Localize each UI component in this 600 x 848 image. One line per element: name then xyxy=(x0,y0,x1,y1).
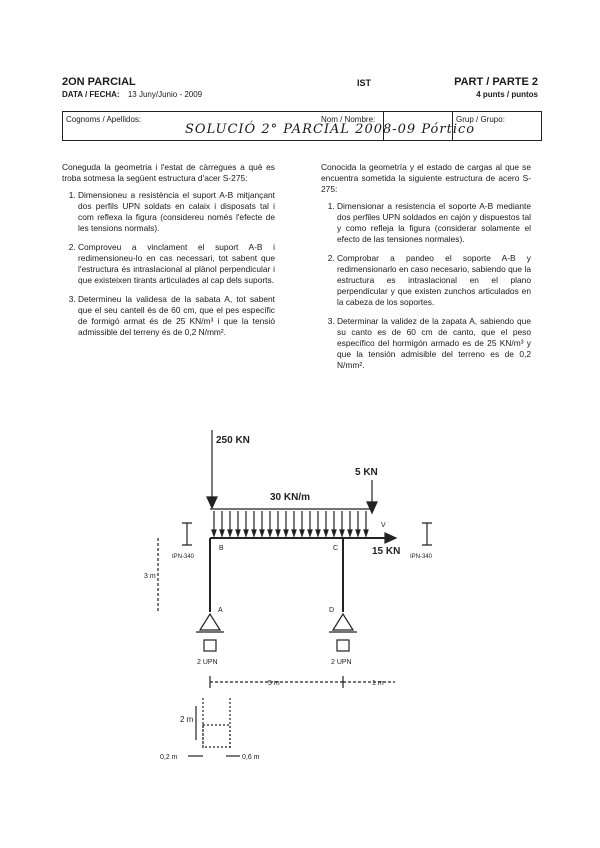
upn-right-section xyxy=(337,640,349,651)
udl-arrowhead xyxy=(364,530,368,536)
load-15-arrowhead xyxy=(385,533,396,543)
udl-arrowhead xyxy=(252,530,256,536)
spanish-item-3: 3. Determinar la validez de la zapata A, sabiendo que su canto es de 60 cm de canto, que el peso específico del hormigón armado es de 25 KN/m³ y que la tensión admisible del terreno es de 0,2 N/mm². xyxy=(337,316,531,371)
subject-code: IST xyxy=(357,78,372,88)
label-15-kn: 15 KN xyxy=(372,546,401,557)
udl-arrowhead xyxy=(348,530,352,536)
handwritten-solution-note: SOLUCIÓ 2° PARCIAL 2008-09 Pórtico xyxy=(185,122,476,137)
udl-arrowhead xyxy=(244,530,248,536)
part-title: PART / PARTE 2 xyxy=(454,76,538,88)
date-label: DATA / FECHA: xyxy=(62,90,120,99)
spanish-intro: Conocida la geometría y el estado de cargas al que se encuentra sometida la siguiente estructura de acero S-275: xyxy=(321,162,531,194)
udl-arrowhead xyxy=(260,530,264,536)
label-height: 3 m xyxy=(144,573,156,580)
label-node-b: B xyxy=(219,545,224,552)
label-node-a: A xyxy=(218,607,223,614)
udl-arrowhead xyxy=(284,530,288,536)
label-dim-02: 0,2 m xyxy=(160,754,178,761)
label-overhang: 1 m xyxy=(372,680,384,687)
label-footing-width: 2 m xyxy=(180,715,194,724)
name-label: Nom / Nombre: xyxy=(321,115,376,124)
udl-arrowhead xyxy=(316,530,320,536)
label-upn-right: 2 UPN xyxy=(331,659,352,666)
udl-arrowhead xyxy=(308,530,312,536)
label-ipn-left: IPN-340 xyxy=(172,554,195,560)
catalan-item-1: 1. Dimensioneu a resistència el suport A-B mitjançant dos perfils UPN soldats en calaix i disposats tal i com reflexa la figura (considereu només l'efecte de les tensions normals). xyxy=(78,190,275,234)
spanish-item-1: 1. Dimensionar a resistencia el soporte A-B mediante dos perfiles UPN soldados en cajón y dispuestos tal y como refleja la figura (considerar solamente el efecto de las tensiones normales). xyxy=(337,201,531,245)
ipn-right-symbol xyxy=(422,523,432,545)
date-value: 13 Juny/Junio - 2009 xyxy=(127,90,203,99)
udl-arrowhead xyxy=(212,530,216,536)
udl-arrowhead xyxy=(292,530,296,536)
udl-arrowhead xyxy=(236,530,240,536)
points: 4 punts / puntos xyxy=(476,90,538,99)
udl-arrowhead xyxy=(324,530,328,536)
support-a xyxy=(200,614,220,630)
udl-arrowhead xyxy=(300,530,304,536)
exam-title: 2ON PARCIAL xyxy=(62,76,136,88)
udl-arrowhead xyxy=(220,530,224,536)
load-250-arrowhead xyxy=(207,497,217,508)
label-span: 5 m xyxy=(268,680,280,687)
label-5-kn: 5 KN xyxy=(355,467,378,478)
udl-arrowhead xyxy=(340,530,344,536)
label-250-kn: 250 KN xyxy=(216,435,250,446)
label-node-v: V xyxy=(381,522,386,529)
udl-arrowhead xyxy=(332,530,336,536)
group-label: Grup / Grupo: xyxy=(456,115,505,124)
upn-left-section xyxy=(204,640,216,651)
spanish-item-2: 2. Comprobar a pandeo el soporte A-B y redimensionarlo en caso necesario, sabiendo que la estructura es intraslacional en el plano perpendicular y que existen zunchos articulados en la cabeza de los soportes. xyxy=(337,253,531,308)
udl-arrowhead xyxy=(276,530,280,536)
label-node-d: D xyxy=(329,607,335,614)
label-node-c: C xyxy=(333,545,339,552)
catalan-item-2: 2. Comproveu a vinclament el suport A-B i redimensioneu-lo en cas necessari, tot sabent que l'estructura és intraslacional al plànol perpendicular i que existeixen tirants articulades al cap dels suports. xyxy=(78,242,275,286)
udl-arrowhead xyxy=(356,530,360,536)
label-dim-06: 0,6 m xyxy=(242,754,260,761)
label-upn-left: 2 UPN xyxy=(197,659,218,666)
surname-label: Cognoms / Apellidos: xyxy=(66,115,142,124)
udl-arrows xyxy=(212,511,368,536)
udl-arrowhead xyxy=(228,530,232,536)
ipn-left-symbol xyxy=(182,523,192,545)
catalan-intro: Coneguda la geometria i l'estat de càrregues a què es troba sotmesa la següent estructura d'acer S-275: xyxy=(62,162,275,183)
support-d xyxy=(333,614,353,630)
label-udl: 30 KN/m xyxy=(270,492,311,503)
catalan-item-3: 3. Determineu la validesa de la sabata A, tot sabent que el seu cantell és de 60 cm, que el pes específic de formigó armat és de 25 KN/m³ i que la tensió admissible del terreny és de 0,2 N/mm². xyxy=(78,294,275,338)
label-ipn-right: IPN-340 xyxy=(410,554,433,560)
load-5-arrowhead xyxy=(367,502,377,513)
footing-plan xyxy=(203,725,230,747)
udl-arrowhead xyxy=(268,530,272,536)
